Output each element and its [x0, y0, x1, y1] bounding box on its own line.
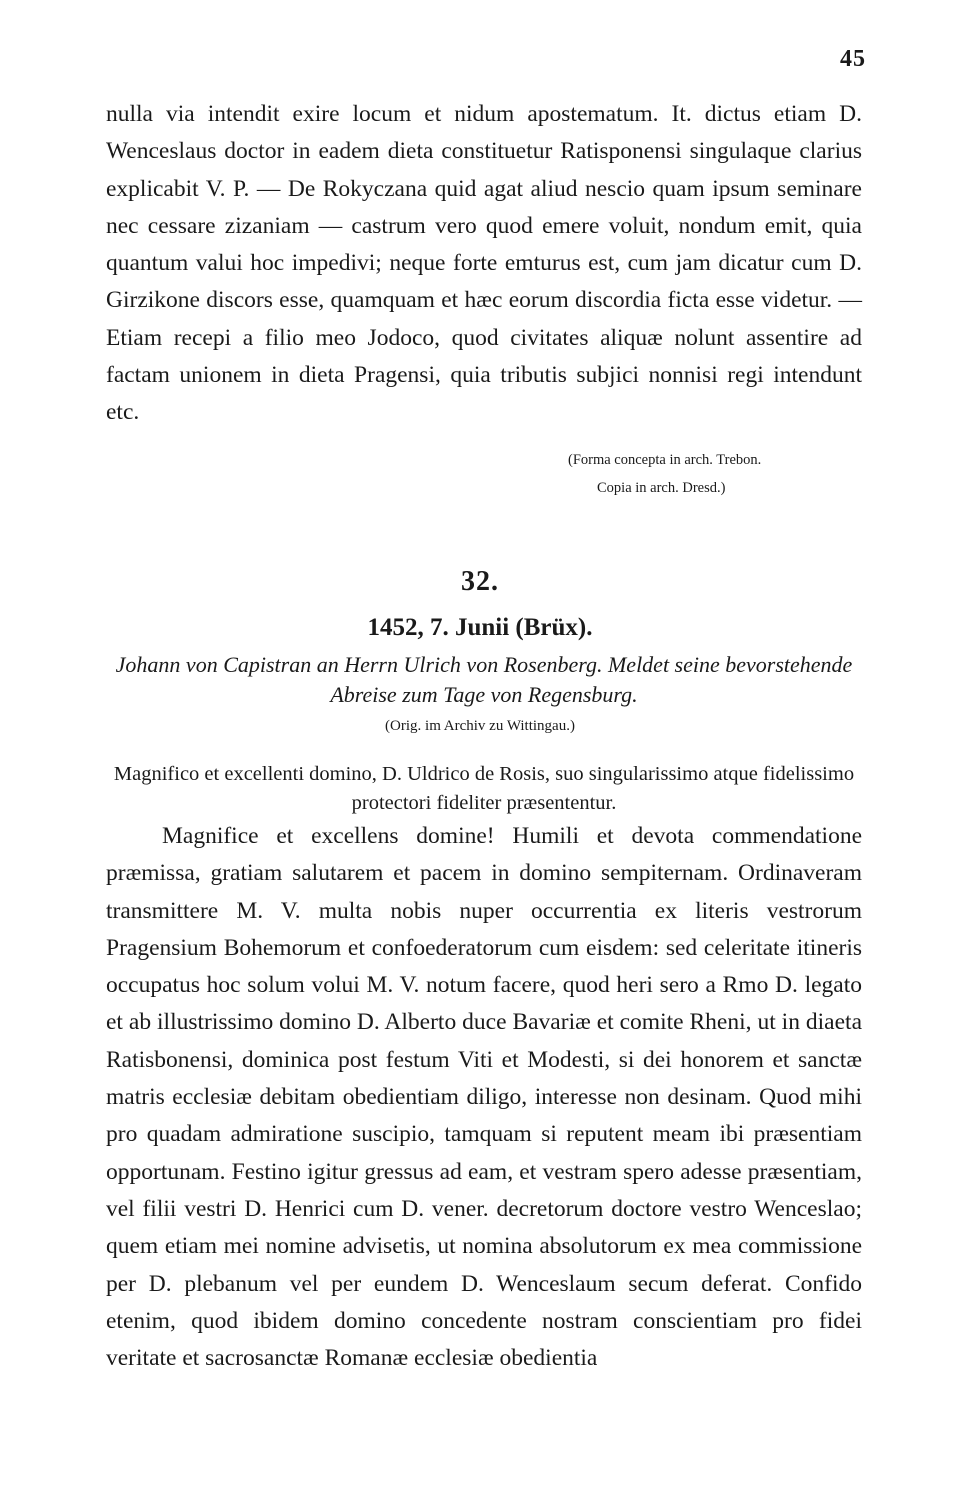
continuation-text-block: [106, 96, 862, 432]
document-regest: Johann von Capistran an Herrn Ulrich von Rosenberg. Meldet seine bevorstehende Abreise zum Tage von Regensburg.: [115, 652, 853, 707]
letter-body-block: [106, 818, 862, 1377]
document-number: 32.: [461, 566, 499, 597]
source-note-line-1: (Forma concepta in arch. Trebon.: [568, 452, 762, 468]
document-date: 1452, 7. Junii (Brüx).: [367, 614, 593, 641]
continuation-paragraph: nulla via intendit exire locum et nidum apostematum. It. dictus etiam D. Wenceslaus doctor in eadem dieta constituetur Ratisponensi singulaque clarius explicabit V. P. — De Rokyczana quid agat aliud nescio quam ipsum seminare nec cessare zizaniam — castrum vero quod emere voluit, nondum emit, quia quantum valui hoc impedivi; neque forte emturus est, cum jam dicatur cum D. Girzikone discors esse, quamquam et hæc eorum discordia ficta esse videtur. — Etiam recepi a filio meo Jodoco, quod civitates aliquæ nolunt assentire ad factam unionem in dieta Pragensi, quia tributis subjici nonnisi regi intendunt etc.: [106, 101, 862, 426]
source-note-line-2: Copia in arch. Dresd.): [597, 480, 726, 496]
page-number: 45: [840, 46, 866, 72]
letter-address: Magnifico et excellenti domino, D. Uldrico de Rosis, suo singularissimo atque fidelissimo protectori fideliter præsententur.: [113, 763, 855, 814]
original-archive-note: (Orig. im Archiv zu Wittingau.): [385, 718, 575, 734]
letter-body-paragraph: Magnifice et excellens domine! Humili et devota commendatione præmissa, gratiam salutarem et pacem in domino sempiternam. Ordinaveram transmittere M. V. multa nobis nuper occurrentia ex literis vestrorum Pragensium Bohemorum et confoederatorum cum eisdem: sed celeritate itineris occupatus hoc solum volui M. V. notum facere, quod heri sero a Rmo D. legato et ab illustrissimo domino D. Alberto duce Bavariæ et comite Rheni, ut in diaeta Ratisbonensi, dominica post festum Viti et Modesti, si dei honorem et sanctæ matris ecclesiæ debitam obedientiam diligo, interesse non desinam. Quod mihi pro quadam admiratione suscipio, tamquam si reputent meam ibi præsentiam opportunam. Festino igitur gressus ad eam, et vestram spero adesse præsentiam, vel filii vestri D. Henrici cum D. vener. decretorum doctore vestro Wenceslao; quem etiam mei nomine advisetis, ut nomina absolutorum ex mea commissione per D. plebanum vel per eundem D. Wenceslaum secum deferat. Confido etenim, quod ibidem domino concedente nostram conscientiam pro fidei veritate et sacrosanctæ Romanæ ecclesiæ obedientia: [106, 823, 862, 1372]
